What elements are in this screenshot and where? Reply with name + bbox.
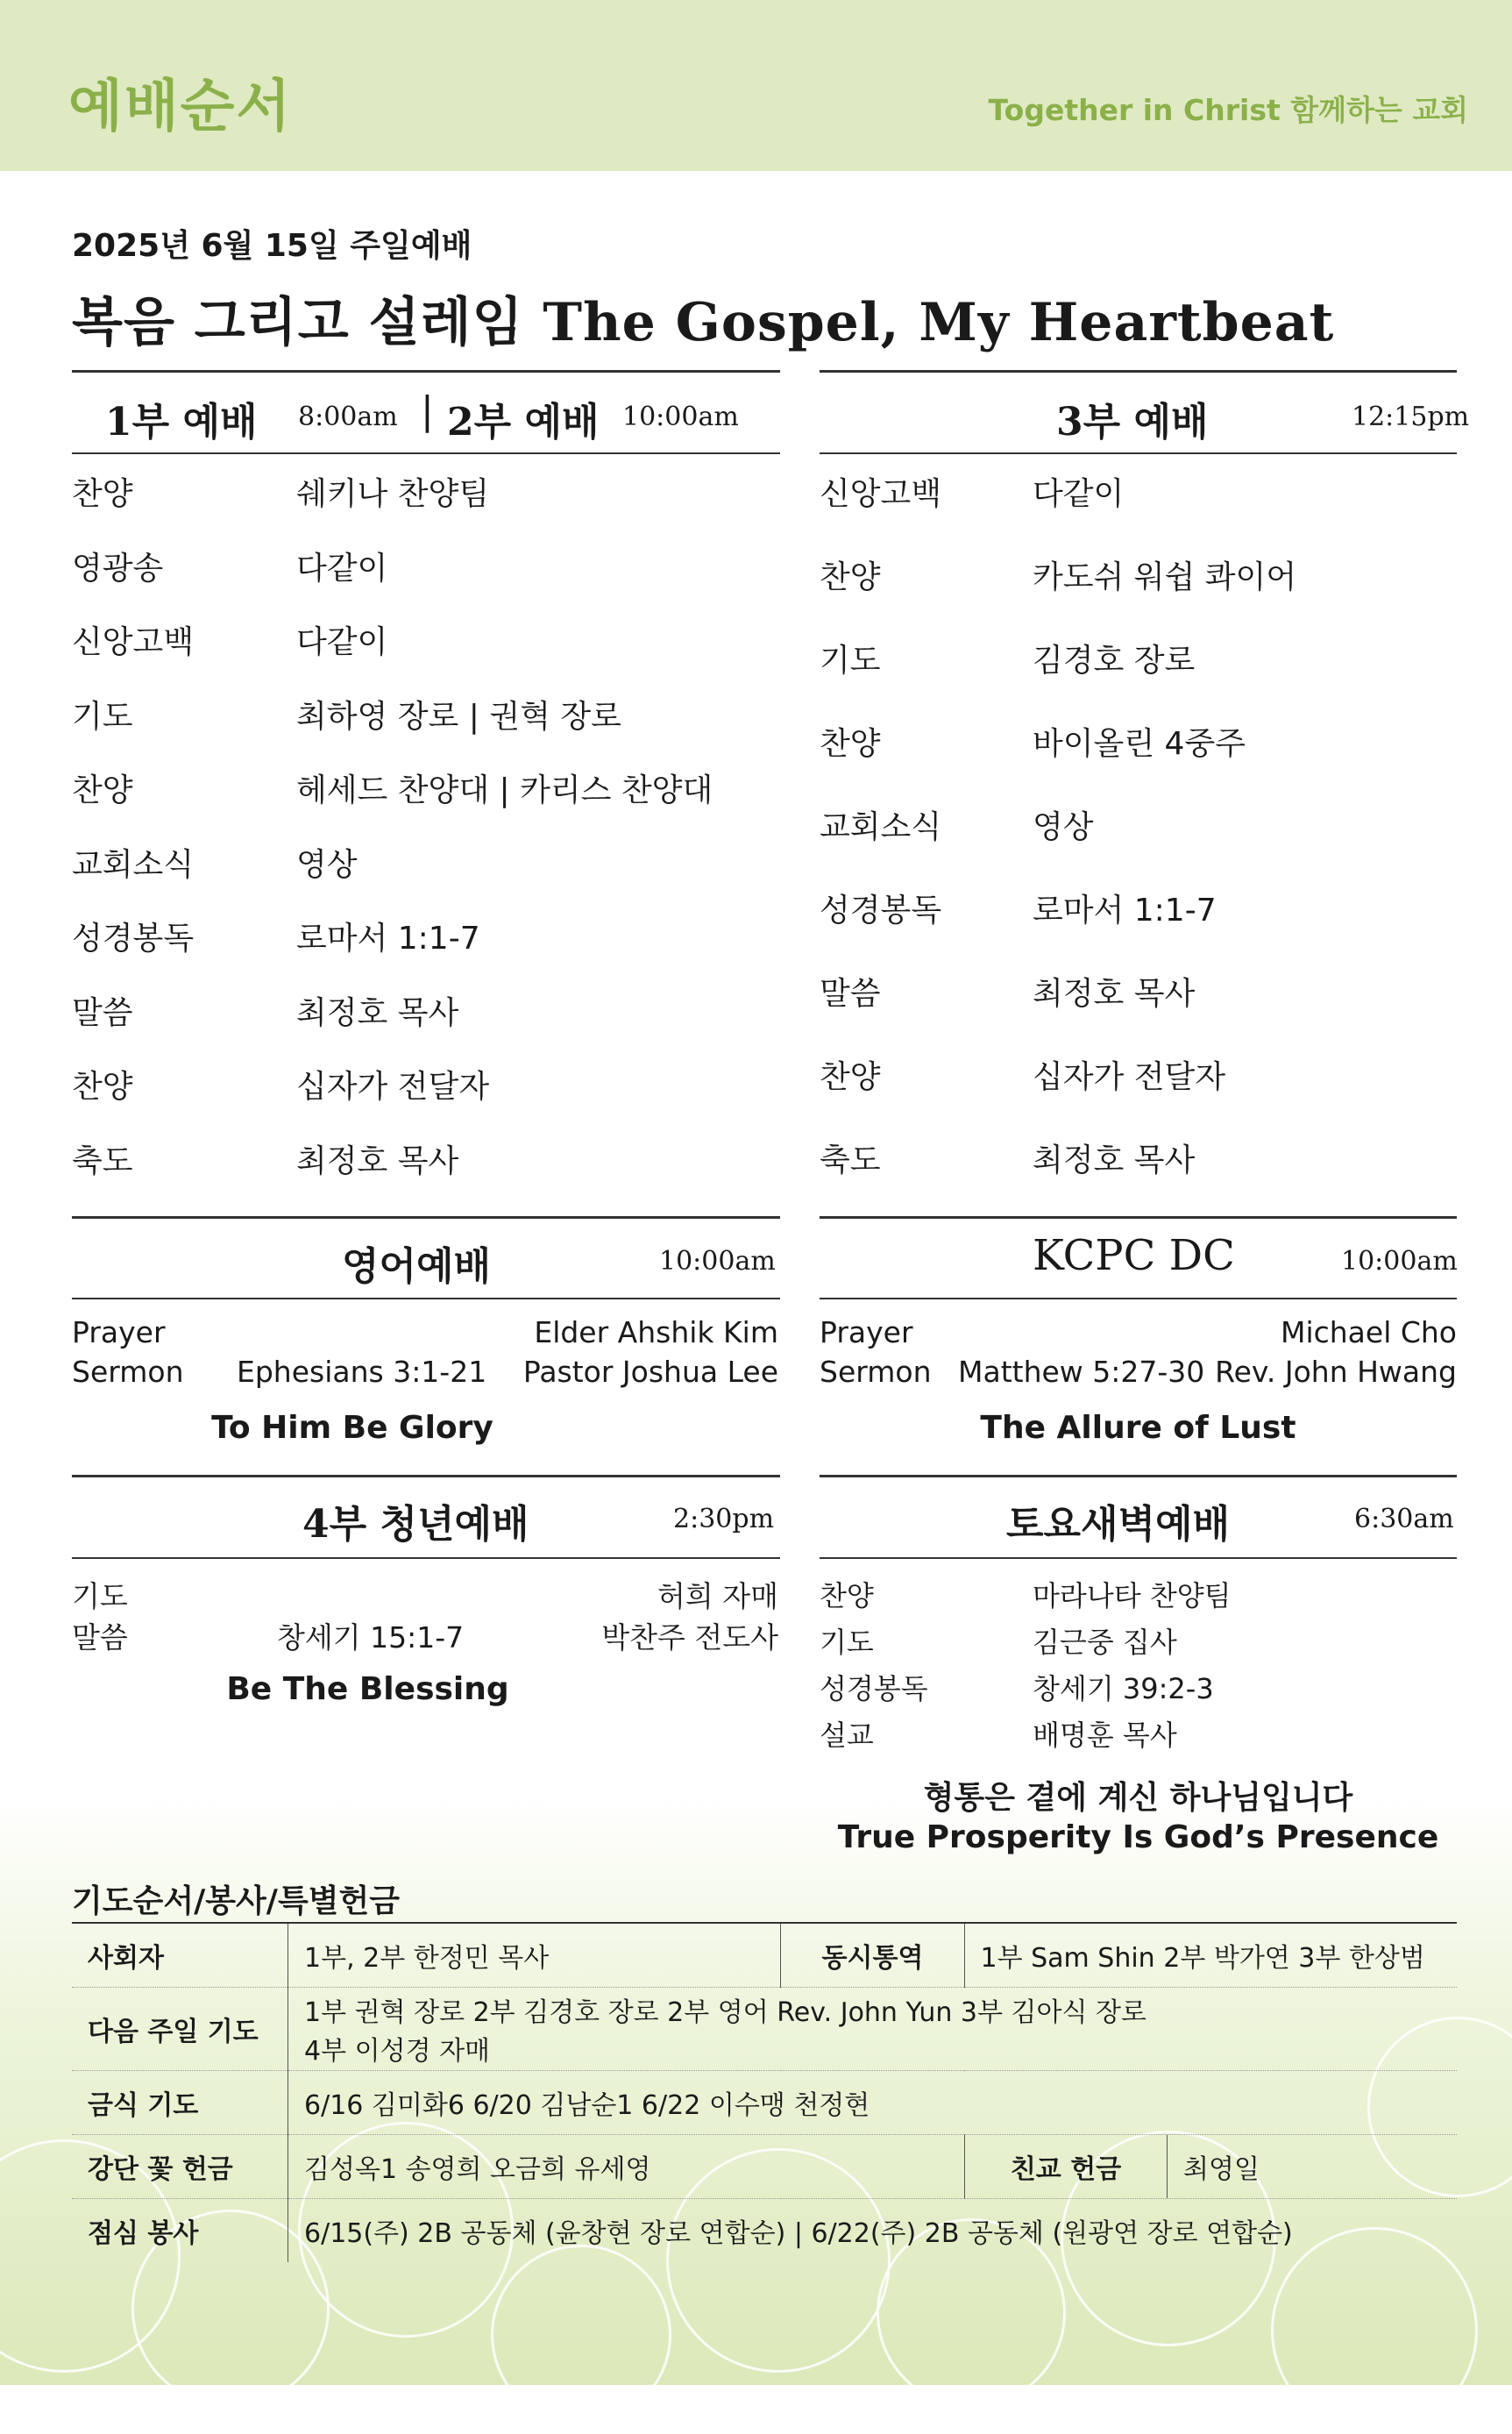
- divider: [820, 1557, 1457, 1559]
- flower-offering-label: 강단 꽃 헌금: [72, 2135, 288, 2199]
- service12-item-label: 교회소식: [72, 846, 195, 883]
- service3-item-value: 영상: [1033, 809, 1094, 845]
- fellowship-cell: [964, 2135, 1457, 2199]
- kcpc-message-title: The Allure of Lust: [980, 1410, 1296, 1446]
- dawn-item-label: 성경봉독: [820, 1672, 928, 1705]
- dawn-item-value: 창세기 39:2-3: [1033, 1672, 1214, 1705]
- kcpc-prayer-label: Prayer: [820, 1315, 913, 1349]
- dawn-service-time: 6:30am: [1354, 1504, 1454, 1534]
- service3-item-value: 로마서 1:1-7: [1033, 893, 1217, 929]
- divider: [820, 370, 1457, 373]
- service12-item-value: 헤세드 찬양대 | 카리스 찬양대: [296, 772, 713, 808]
- fellowship-offering-label: 친교 헌금: [964, 2135, 1168, 2198]
- service12-item-label: 찬양: [72, 476, 133, 512]
- page-title: 예배순서: [68, 75, 293, 139]
- table-row: [72, 1988, 1457, 2071]
- service12-item-label: 찬양: [72, 772, 133, 808]
- service12-item-label: 기도: [72, 698, 133, 735]
- kcpc-prayer-name: Michael Cho: [1280, 1315, 1457, 1349]
- service12-item-value: 다같이: [296, 624, 388, 660]
- table-row: [72, 2199, 1457, 2263]
- english-service-time: 10:00am: [659, 1246, 776, 1277]
- emcee-label: 사회자: [72, 1923, 288, 1988]
- service12-item-label: 말씀: [72, 994, 133, 1031]
- english-service-heading: 영어예배: [342, 1244, 492, 1289]
- info-table: [72, 1922, 1457, 2262]
- fellowship-offering-value: 최영일: [1183, 2154, 1260, 2185]
- youth-sermon-name: 박찬주 전도사: [601, 1620, 778, 1655]
- dawn-item-label: 찬양: [820, 1579, 874, 1612]
- service2-heading: 2부 예배: [447, 400, 600, 445]
- emcee-value: 1부, 2부 한정민 목사: [288, 1923, 781, 1988]
- english-prayer-name: Elder Ahshik Kim: [534, 1315, 778, 1349]
- flower-offering-value: 김성옥1 송영희 오금희 유세영: [288, 2135, 965, 2199]
- service12-item-value: 최정호 목사: [296, 994, 459, 1031]
- service3-item-value: 카도쉬 워쉽 콰이어: [1033, 559, 1297, 595]
- service3-item-value: 최정호 목사: [1033, 976, 1196, 1012]
- youth-service-heading: 4부 청년예배: [302, 1502, 529, 1547]
- divider: [820, 1298, 1457, 1299]
- divider: [820, 1475, 1457, 1477]
- fasting-prayer-value: 6/16 김미화6 6/20 김남순1 6/22 이수맹 천정현: [288, 2071, 1458, 2135]
- youth-prayer-label: 기도: [72, 1579, 128, 1613]
- service3-item-label: 찬양: [820, 559, 881, 595]
- separator: |: [421, 388, 434, 433]
- service12-item-label: 신앙고백: [72, 624, 195, 660]
- dawn-service-heading: 토요새벽예배: [1006, 1502, 1231, 1547]
- service3-item-value: 십자가 전달자: [1033, 1059, 1226, 1095]
- table-row: [72, 2135, 1457, 2199]
- english-prayer-label: Prayer: [72, 1315, 166, 1349]
- service12-item-value: 로마서 1:1-7: [296, 921, 480, 957]
- youth-sermon-text: 창세기 15:1-7: [277, 1620, 465, 1655]
- next-prayer-label: 다음 주일 기도: [72, 1988, 288, 2071]
- service3-item-value: 바이올린 4중주: [1033, 726, 1246, 762]
- dawn-item-label: 설교: [820, 1719, 874, 1752]
- service12-item-value: 다같이: [296, 550, 388, 587]
- service12-item-label: 찬양: [72, 1069, 133, 1105]
- youth-service-time: 2:30pm: [673, 1504, 775, 1534]
- divider: [72, 1298, 780, 1299]
- divider: [820, 1216, 1457, 1219]
- kcpc-sermon-text: Matthew 5:27-30: [958, 1355, 1205, 1389]
- info-section-title: 기도순서/봉사/특별헌금: [72, 1883, 401, 1919]
- service3-item-value: 최정호 목사: [1033, 1142, 1196, 1178]
- lunch-service-label: 점심 봉사: [72, 2199, 288, 2263]
- divider: [820, 452, 1457, 454]
- service3-item-value: 다같이: [1033, 476, 1125, 512]
- service3-item-label: 찬양: [820, 726, 881, 762]
- sermon-title: 복음 그리고 설레임 The Gospel, My Heartbeat: [72, 292, 1335, 353]
- service3-item-value: 김경호 장로: [1033, 643, 1196, 679]
- service12-item-value: 쉐키나 찬양팀: [296, 476, 490, 512]
- table-row: [72, 2071, 1457, 2135]
- service12-item-value: 최정호 목사: [296, 1142, 459, 1179]
- english-message-title: To Him Be Glory: [211, 1410, 493, 1446]
- service3-item-label: 축도: [820, 1142, 881, 1178]
- dawn-message-english: True Prosperity Is God’s Presence: [837, 1819, 1439, 1855]
- church-motto: Together in Christ 함께하는 교회: [988, 93, 1468, 127]
- english-sermon-name: Pastor Joshua Lee: [522, 1355, 778, 1389]
- divider: [72, 1216, 780, 1219]
- english-sermon-text: Ephesians 3:1-21: [237, 1355, 487, 1389]
- dawn-item-value: 마라나타 찬양팀: [1033, 1579, 1232, 1612]
- divider: [72, 1475, 780, 1477]
- service1-time: 8:00am: [298, 402, 398, 432]
- decorative-circle: [491, 2245, 671, 2425]
- divider: [72, 370, 780, 373]
- divider: [72, 1557, 780, 1559]
- service12-item-label: 축도: [72, 1142, 133, 1179]
- next-prayer-line2: 4부 이성경 자매: [304, 2036, 491, 2067]
- service3-item-label: 찬양: [820, 1059, 881, 1095]
- youth-prayer-name: 허희 자매: [657, 1579, 778, 1613]
- service3-time: 12:15pm: [1352, 402, 1470, 432]
- divider: [72, 452, 780, 454]
- dawn-item-value: 배명훈 목사: [1033, 1719, 1177, 1752]
- kcpc-heading: KCPC DC: [1033, 1231, 1235, 1280]
- kcpc-sermon-name: Rev. John Hwang: [1215, 1355, 1457, 1389]
- youth-sermon-label: 말씀: [72, 1620, 128, 1655]
- service12-item-value: 십자가 전달자: [296, 1069, 490, 1105]
- interpretation-value: 1부 Sam Shin 2부 박가연 3부 한상범: [964, 1923, 1457, 1988]
- lunch-service-value: 6/15(주) 2B 공동체 (윤창현 장로 연합순) | 6/22(주) 2B 공동체 (원광연 장로 연합순): [304, 2218, 1293, 2249]
- service12-item-value: 영상: [296, 846, 358, 883]
- service3-item-label: 성경봉독: [820, 893, 942, 929]
- service3-item-label: 교회소식: [820, 809, 942, 845]
- service3-heading: 3부 예배: [1056, 400, 1209, 445]
- kcpc-time: 10:00am: [1341, 1246, 1458, 1277]
- service12-item-value: 최하영 장로 | 권혁 장로: [296, 698, 621, 735]
- service12-item-label: 영광송: [72, 550, 164, 587]
- service-date: 2025년 6월 15일 주일예배: [72, 228, 472, 264]
- youth-message-title: Be The Blessing: [226, 1671, 509, 1707]
- dawn-item-label: 기도: [820, 1626, 874, 1659]
- kcpc-sermon-label: Sermon: [820, 1355, 932, 1389]
- dawn-message-korean: 형통은 곁에 계신 하나님입니다: [923, 1780, 1353, 1816]
- service3-item-label: 말씀: [820, 976, 881, 1012]
- header-bar: [0, 0, 1512, 171]
- next-prayer-value: [288, 1988, 1458, 2071]
- english-sermon-label: Sermon: [72, 1355, 184, 1389]
- table-row: [72, 1923, 1457, 1988]
- service3-item-label: 기도: [820, 643, 881, 679]
- interpretation-label: 동시통역: [781, 1923, 964, 1988]
- service12-item-label: 성경봉독: [72, 921, 195, 957]
- service1-heading: 1부 예배: [105, 400, 258, 445]
- dawn-item-value: 김근중 집사: [1033, 1626, 1177, 1659]
- service2-time: 10:00am: [622, 402, 739, 432]
- service3-item-label: 신앙고백: [820, 476, 942, 512]
- next-prayer-line1: 1부 권혁 장로 2부 김경호 장로 2부 영어 Rev. John Yun 3부 김아식 장로: [304, 1997, 1146, 2028]
- fasting-prayer-label: 금식 기도: [72, 2071, 288, 2135]
